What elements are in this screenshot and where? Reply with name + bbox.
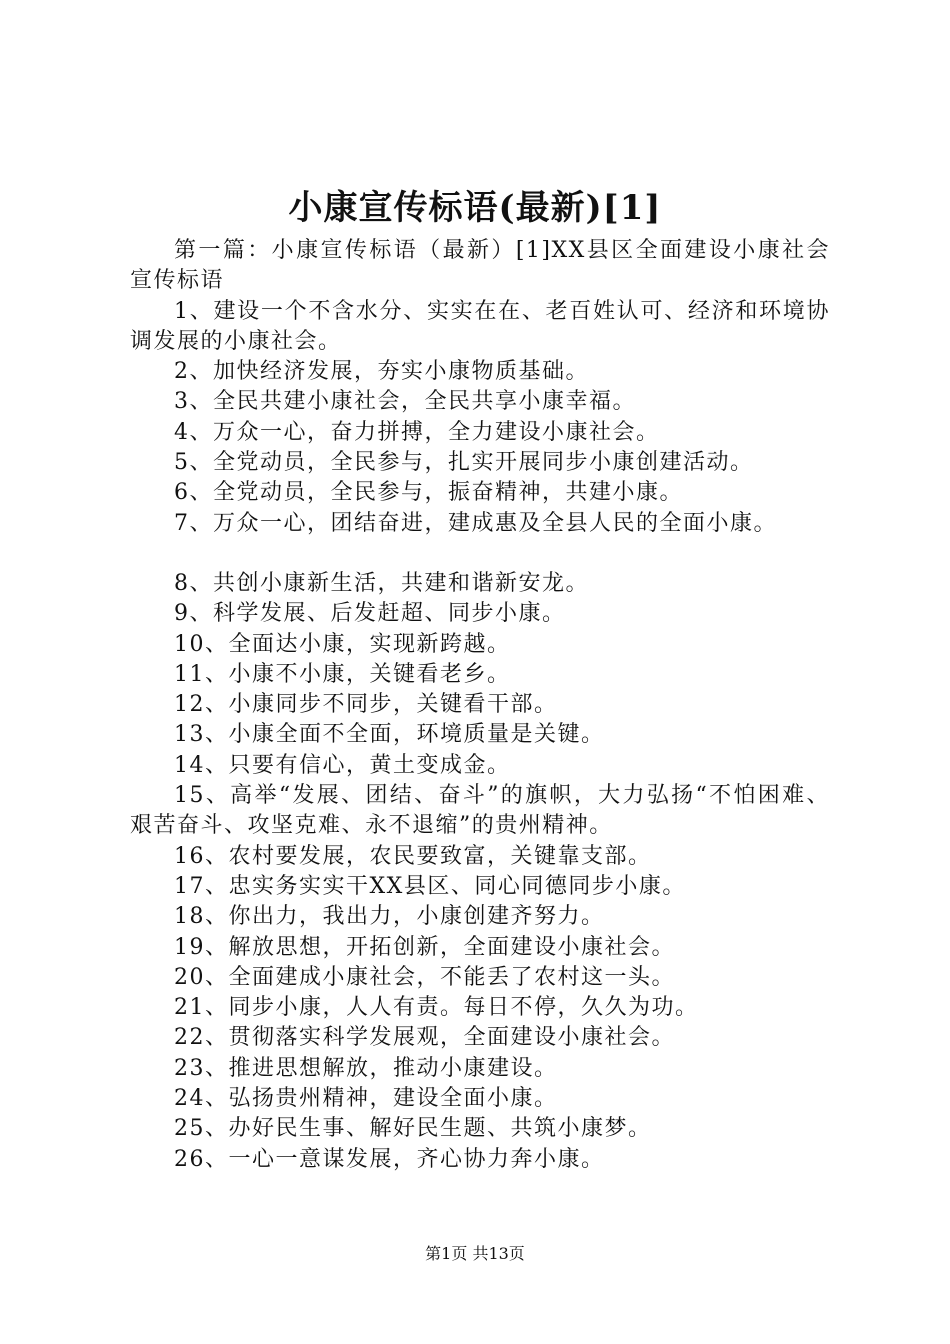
- slogan-item: 26、一心一意谋发展，齐心协力奔小康。: [174, 1146, 605, 1172]
- page-footer: 第1页 共13页: [425, 1244, 525, 1263]
- slogan-item: 24、弘扬贵州精神，建设全面小康。: [174, 1086, 558, 1112]
- intro-paragraph: 第一篇：小康宣传标语（最新）[1]XX县区全面建设小康社会宣传标语: [130, 238, 830, 294]
- slogan-item: 2、加快经济发展，夯实小康物质基础。: [174, 359, 589, 385]
- slogan-item: 5、全党动员，全民参与，扎实开展同步小康创建活动。: [174, 450, 754, 476]
- slogan-item: 9、科学发展、后发赶超、同步小康。: [174, 601, 566, 627]
- slogan-item: 15、高举“发展、团结、奋斗”的旗帜，大力弘扬“不怕困难、艰苦奋斗、攻坚克难、永不退缩”的贵州精神。: [130, 783, 830, 839]
- slogan-item: 10、全面达小康，实现新跨越。: [174, 631, 511, 657]
- slogan-item: 14、只要有信心，黄土变成金。: [174, 752, 511, 778]
- slogan-item: 8、共创小康新生活，共建和谐新安龙。: [174, 570, 589, 596]
- paragraph-gap: [130, 539, 830, 569]
- slogan-item: 18、你出力，我出力，小康创建齐努力。: [174, 904, 605, 930]
- slogan-item: 3、全民共建小康社会，全民共享小康幸福。: [174, 389, 636, 415]
- slogan-item: 1、建设一个不含水分、实实在在、老百姓认可、经济和环境协调发展的小康社会。: [130, 298, 830, 354]
- slogan-item: 16、农村要发展，农民要致富，关键靠支部。: [174, 843, 652, 869]
- document-body: [130, 236, 830, 1175]
- slogan-list-1: [130, 297, 830, 539]
- slogan-item: 17、忠实务实实干XX县区、同心同德同步小康。: [174, 873, 686, 899]
- slogan-list-2: [130, 569, 830, 1175]
- slogan-item: 6、全党动员，全民参与，振奋精神，共建小康。: [174, 480, 683, 506]
- slogan-item: 21、同步小康，人人有责。每日不停，久久为功。: [174, 995, 699, 1021]
- slogan-item: 22、贯彻落实科学发展观，全面建设小康社会。: [174, 1025, 675, 1051]
- slogan-item: 19、解放思想，开拓创新，全面建设小康社会。: [174, 934, 675, 960]
- slogan-item: 11、小康不小康，关键看老乡。: [174, 661, 511, 687]
- slogan-item: 4、万众一心，奋力拼搏，全力建设小康社会。: [174, 419, 660, 445]
- slogan-item: 13、小康全面不全面，环境质量是关键。: [174, 722, 605, 748]
- slogan-item: 25、办好民生事、解好民生题、共筑小康梦。: [174, 1116, 652, 1142]
- slogan-item: 20、全面建成小康社会，不能丢了农村这一头。: [174, 964, 675, 990]
- slogan-item: 23、推进思想解放，推动小康建设。: [174, 1055, 558, 1081]
- slogan-item: 7、万众一心，团结奋进，建成惠及全县人民的全面小康。: [174, 510, 777, 536]
- slogan-item: 12、小康同步不同步，关键看干部。: [174, 692, 558, 718]
- document-title: 小康宣传标语(最新)[1]: [288, 188, 662, 228]
